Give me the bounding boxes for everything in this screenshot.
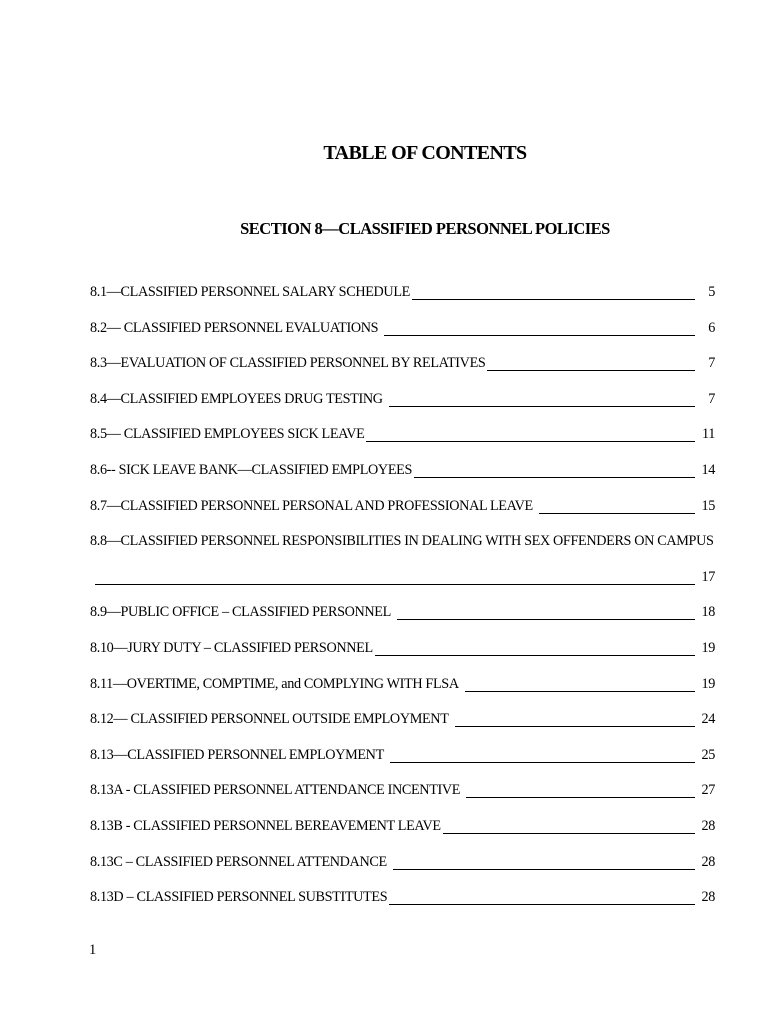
toc-entry-8-8[interactable]: [90, 529, 715, 565]
toc-entry-label: 8.8—CLASSIFIED PERSONNEL RESPONSIBILITIES IN DEALING WITH SEX OFFENDERS ON CAMPUS: [90, 533, 714, 550]
toc-entry-label: 8.10—JURY DUTY – CLASSIFIED PERSONNEL: [90, 639, 373, 656]
toc-leader-line: [443, 814, 695, 834]
toc-leader-line: [389, 387, 695, 407]
toc-entry-page: 28: [701, 853, 715, 870]
toc-leader-line: [397, 600, 695, 620]
toc-leader-line: [487, 351, 695, 371]
toc-entry-page: 18: [701, 604, 715, 621]
toc-entry-page: 6: [708, 319, 715, 336]
toc-leader-line: [389, 885, 695, 905]
toc-leader-line: [366, 422, 695, 442]
toc-entry-8-10[interactable]: [90, 636, 715, 672]
toc-entry-8-13d[interactable]: [90, 885, 715, 921]
toc-entry-label: 8.7—CLASSIFIED PERSONNEL PERSONAL AND PROFESSIONAL LEAVE: [90, 497, 533, 514]
toc-entry-8-3[interactable]: [90, 351, 715, 387]
section-title: SECTION 8—CLASSIFIED PERSONNEL POLICIES: [240, 219, 610, 238]
toc-title: TABLE OF CONTENTS: [323, 142, 527, 164]
toc-entry-8-13b[interactable]: [90, 814, 715, 850]
toc-entry-label: 8.3—EVALUATION OF CLASSIFIED PERSONNEL BY RELATIVES: [90, 355, 486, 372]
toc-entry-page: 15: [701, 497, 715, 514]
toc-entry-label: 8.2— CLASSIFIED PERSONNEL EVALUATIONS: [90, 319, 379, 336]
toc-entry-8-7[interactable]: [90, 494, 715, 530]
toc-leader-line: [466, 778, 695, 798]
toc-leader-line: [393, 850, 695, 870]
toc-leader-line: [390, 743, 695, 763]
toc-entry-label: 8.9—PUBLIC OFFICE – CLASSIFIED PERSONNEL: [90, 604, 391, 621]
toc-entry-page: 27: [701, 782, 715, 799]
table-of-contents: [90, 280, 715, 921]
toc-entry-page: 19: [701, 639, 715, 656]
toc-entry-8-13[interactable]: [90, 743, 715, 779]
toc-entry-label: 8.12— CLASSIFIED PERSONNEL OUTSIDE EMPLOYMENT: [90, 711, 449, 728]
toc-entry-8-1[interactable]: [90, 280, 715, 316]
toc-entry-8-2[interactable]: [90, 316, 715, 352]
toc-entry-label: 8.1—CLASSIFIED PERSONNEL SALARY SCHEDULE: [90, 284, 410, 300]
toc-entry-label: 8.13C – CLASSIFIED PERSONNEL ATTENDANCE: [90, 853, 387, 870]
toc-entry-8-12[interactable]: [90, 707, 715, 743]
toc-entry-label: 8.11—OVERTIME, COMPTIME, and COMPLYING WITH FLSA: [90, 675, 459, 692]
toc-entry-8-8-continuation[interactable]: [90, 565, 715, 601]
toc-entry-page: 25: [701, 746, 715, 763]
toc-entry-8-11[interactable]: [90, 672, 715, 708]
toc-entry-label: 8.5— CLASSIFIED EMPLOYEES SICK LEAVE: [90, 426, 365, 443]
toc-entry-page: 14: [701, 461, 715, 478]
toc-leader-line: [384, 316, 695, 336]
toc-entry-page: 5: [708, 284, 715, 300]
toc-leader-line: [455, 707, 695, 727]
toc-entry-8-4[interactable]: [90, 387, 715, 423]
footer-page-number: 1: [89, 942, 97, 958]
toc-entry-8-13a[interactable]: [90, 778, 715, 814]
toc-entry-label: 8.13D – CLASSIFIED PERSONNEL SUBSTITUTES: [90, 889, 388, 906]
toc-entry-page: 28: [701, 817, 715, 834]
toc-entry-label: 8.13—CLASSIFIED PERSONNEL EMPLOYMENT: [90, 746, 384, 763]
toc-leader-line: [414, 458, 695, 478]
toc-leader-line: [95, 565, 695, 585]
toc-entry-page: 28: [701, 889, 715, 906]
toc-leader-line: [465, 672, 695, 692]
toc-entry-page: 24: [701, 711, 715, 728]
toc-entry-8-5[interactable]: [90, 422, 715, 458]
toc-entry-label: 8.13A - CLASSIFIED PERSONNEL ATTENDANCE INCENTIVE: [90, 782, 461, 799]
toc-entry-page: 17: [701, 568, 715, 585]
toc-entry-8-9[interactable]: [90, 600, 715, 636]
toc-entry-8-13c[interactable]: [90, 850, 715, 886]
toc-entry-page: 7: [708, 355, 715, 372]
toc-entry-label: 8.13B - CLASSIFIED PERSONNEL BEREAVEMENT LEAVE: [90, 817, 441, 834]
toc-leader-line: [412, 280, 695, 300]
toc-leader-line: [539, 494, 695, 514]
toc-leader-line: [375, 636, 695, 656]
toc-entry-8-6[interactable]: [90, 458, 715, 494]
toc-entry-page: 7: [708, 390, 715, 407]
toc-entry-label: 8.4—CLASSIFIED EMPLOYEES DRUG TESTING: [90, 390, 383, 407]
toc-entry-label: 8.6-- SICK LEAVE BANK—CLASSIFIED EMPLOYEES: [90, 461, 413, 478]
toc-entry-page: 19: [701, 675, 715, 692]
toc-entry-page: 11: [702, 426, 715, 443]
